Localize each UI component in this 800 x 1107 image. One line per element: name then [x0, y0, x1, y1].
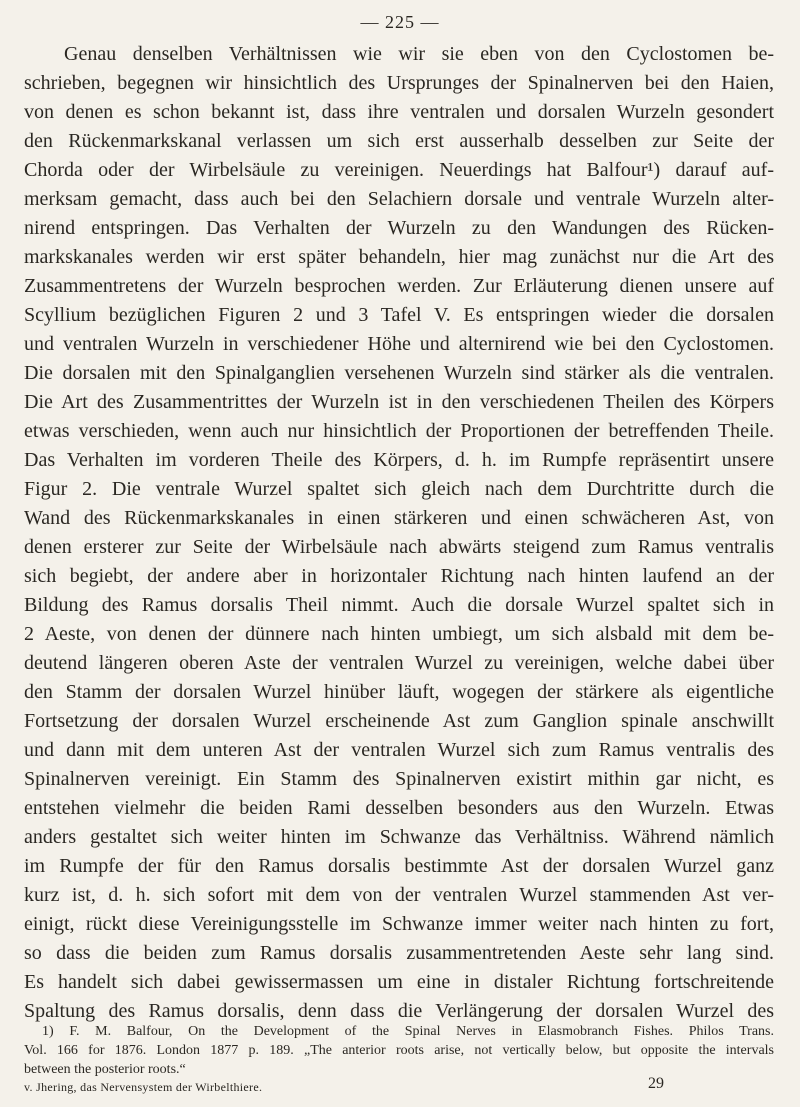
body-line: Fortsetzung der dorsalen Wurzel erscheinende Ast zum Ganglion spinale anschwillt: [24, 710, 774, 732]
body-line: merksam gemacht, dass auch bei den Selachiern dorsale und ventrale Wurzeln alter-: [24, 188, 774, 210]
body-line: Zusammentretens der Wurzeln besprochen werden. Zur Erläuterung dienen unsere auf: [24, 275, 774, 297]
body-line: so dass die beiden zum Ramus dorsalis zusammentretenden Aeste sehr lang sind.: [24, 942, 774, 964]
footnote-line: 1) F. M. Balfour, On the Development of the Spinal Nerves in Elasmobranch Fishes. Philos Trans.: [42, 1024, 774, 1039]
body-line: Die Art des Zusammentrittes der Wurzeln ist in den verschiedenen Theilen des Körpers: [24, 391, 774, 413]
body-line: Spaltung des Ramus dorsalis, denn dass die Verlängerung der dorsalen Wurzel des: [24, 1000, 774, 1022]
footnote: [24, 1022, 774, 1079]
body-line: einigt, rückt diese Vereinigungsstelle im Schwanze immer weiter nach hinten zu fort,: [24, 913, 774, 935]
body-line: Figur 2. Die ventrale Wurzel spaltet sich gleich nach dem Durchtritte durch die: [24, 478, 774, 500]
body-line: denen ersterer zur Seite der Wirbelsäule nach abwärts steigend zum Ramus ventralis: [24, 536, 774, 558]
body-line: und ventralen Wurzeln in verschiedener Höhe und alternirend wie bei den Cyclostomen.: [24, 333, 774, 355]
body-line: markskanales werden wir erst später behandeln, hier mag zunächst nur die Art des: [24, 246, 774, 268]
signature-number: 29: [648, 1075, 664, 1092]
body-line: von denen es schon bekannt ist, dass ihre ventralen und dorsalen Wurzeln gesondert: [24, 101, 774, 123]
body-line: Wand des Rückenmarkskanales in einen stärkeren und einen schwächeren Ast, von: [24, 507, 774, 529]
body-line: Spinalnerven vereinigt. Ein Stamm des Spinalnerven existirt mithin gar nicht, es: [24, 768, 774, 790]
body-paragraph: [24, 40, 774, 1026]
body-line: sich begiebt, der andere aber in horizontaler Richtung nach hinten laufend an der: [24, 565, 774, 587]
body-line: entstehen vielmehr die beiden Rami desselben besonders aus den Wurzeln. Etwas: [24, 797, 774, 819]
body-line: deutend längeren oberen Aste der ventralen Wurzel zu vereinigen, welche dabei über: [24, 652, 774, 674]
body-line: nirend entspringen. Das Verhalten der Wurzeln zu den Wandungen des Rücken-: [24, 217, 774, 239]
printer-signature: [24, 1075, 774, 1095]
body-line: Genau denselben Verhältnissen wie wir sie eben von den Cyclostomen be-: [64, 43, 774, 65]
footnote-line: Vol. 166 for 1876. London 1877 p. 189. „The anterior roots arise, not vertically below, but opposite the intervals: [24, 1043, 774, 1058]
body-line: und dann mit dem unteren Ast der ventralen Wurzel sich zum Ramus ventralis des: [24, 739, 774, 761]
body-line: im Rumpfe der für den Ramus dorsalis bestimmte Ast der dorsalen Wurzel ganz: [24, 855, 774, 877]
body-line: etwas verschieden, wenn auch nur hinsichtlich der Proportionen der betreffenden Theile.: [24, 420, 774, 442]
body-line: Scyllium bezüglichen Figuren 2 und 3 Tafel V. Es entspringen wieder die dorsalen: [24, 304, 774, 326]
body-line: Die dorsalen mit den Spinalganglien versehenen Wurzeln sind stärker als die ventralen.: [24, 362, 774, 384]
body-line: Es handelt sich dabei gewissermassen um eine in distaler Richtung fortschreitende: [24, 971, 774, 993]
footnote-line: between the posterior roots.“: [24, 1062, 186, 1077]
body-line: Das Verhalten im vorderen Theile des Körpers, d. h. im Rumpfe repräsentirt unsere: [24, 449, 774, 471]
body-line: den Stamm der dorsalen Wurzel hinüber läuft, wogegen der stärkere als eigentliche: [24, 681, 774, 703]
body-line: schrieben, begegnen wir hinsichtlich des Ursprunges der Spinalnerven bei den Haien,: [24, 72, 774, 94]
body-line: kurz ist, d. h. sich sofort mit dem von der ventralen Wurzel stammenden Ast ver-: [24, 884, 774, 906]
signature-title: v. Jhering, das Nervensystem der Wirbelthiere.: [24, 1080, 263, 1094]
page-number: — 225 —: [360, 12, 440, 32]
body-line: anders gestaltet sich weiter hinten im Schwanze das Verhältniss. Während nämlich: [24, 826, 774, 848]
body-line: Bildung des Ramus dorsalis Theil nimmt. Auch die dorsale Wurzel spaltet sich in: [24, 594, 774, 616]
body-line: den Rückenmarkskanal verlassen um sich erst ausserhalb desselben zur Seite der: [24, 130, 774, 152]
body-line: 2 Aeste, von denen der dünnere nach hinten umbiegt, um sich alsbald mit dem be-: [24, 623, 774, 645]
body-line: Chorda oder der Wirbelsäule zu vereinigen. Neuerdings hat Balfour¹) darauf auf-: [24, 159, 774, 181]
